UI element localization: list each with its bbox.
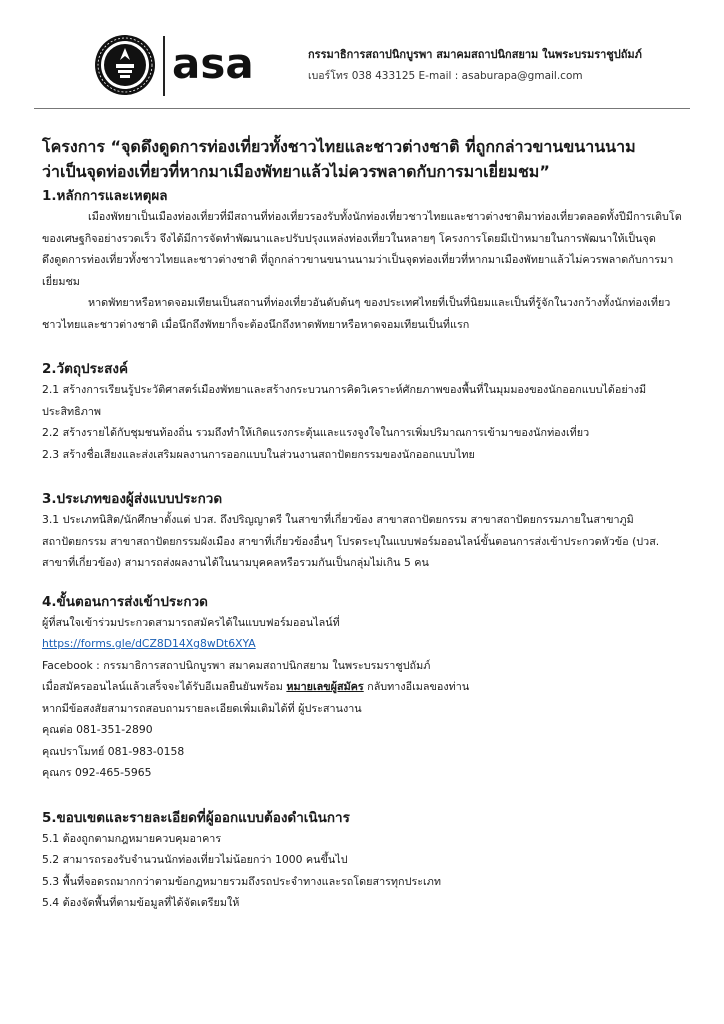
inquiry-line: หากมีข้อสงสัยสามารถสอบถามรายละเอียดเพิ่มเติมได้ที่ ผู้ประสานงาน [42,701,362,715]
coordinator-contact-1: คุณต่อ 081-351-2890 [42,723,153,736]
contact-info: เบอร์โทร 038 433125 E-mail : asaburapa@gmail.com [308,70,583,82]
letterhead [0,0,724,115]
section-5-item-2: 5.2 สามารถรองรับจำนวนนักท่องเที่ยวไม่น้อยกว่า 1000 คนขึ้นไป [42,853,348,866]
section-5-item-3: 5.3 พื้นที่จอดรถมากกว่าตามข้อกฎหมายรวมถึงรถประจำทางและรถโดยสารทุกประเภท [42,874,441,888]
section-3-item-1: 3.1 ประเภทนิสิต/นักศึกษาตั้งแต่ ปวส. ถึงปริญญาตรี ในสาขาที่เกี่ยวข้อง สาขาสถาปัตยกรรม สาขาสถาปัตยกรรมภายในสาขาภูมิสถาปัตยกรรม สาขาสถาปัตยกรรมผังเมือง สาขาที่เกี่ยวข้องอื่นๆ โปรดระบุในแบบฟอร์มออนไลน์ขั้นตอนการส่งเข้าประกวดหัวข้อ (ปวส. สาขาที่เกี่ยวข้อง) สามารถส่งผลงานได้ในนามบุคคลหรือรวมกันเป็นกลุ่มไม่เกิน 5 คน [42,513,660,569]
section-1-paragraph-2: หาดพัทยาหรือหาดจอมเทียนเป็นสถานที่ท่องเที่ยวอันดับต้นๆ ของประเทศไทยที่เป็นที่นิยมและเป็นที่รู้จักในวงกว้างทั้งนักท่องเที่ยวชาวไทยและชาวต่างชาติ เมื่อนึกถึงพัทยาก็จะต้องนึกถึงหาดพัทยาหรือหาดจอมเทียนเป็นที่แรก [42,296,671,331]
project-title [42,134,682,184]
section-5-heading: 5.ขอบเขตและรายละเอียดที่ผู้ออกแบบต้องดำเนินการ [42,809,350,826]
confirmation-text-pre: เมื่อสมัครออนไลน์แล้วเสร็จจะได้รับอีเมลยืนยันพร้อม [42,680,287,693]
section-2-item-3: 2.3 สร้างชื่อเสียงและส่งเสริมผลงานการออกแบบในส่วนงานสถาปัตยกรรมของนักออกแบบไทย [42,447,475,461]
document-body [42,134,682,914]
organization-name: กรรมาธิการสถาปนิกบูรพา สมาคมสถาปนิกสยาม ในพระบรมราชูปถัมภ์ [308,48,642,61]
section-5-item-1: 5.1 ต้องถูกตามกฎหมายควบคุมอาคาร [42,831,222,845]
section-1-paragraph-1: เมืองพัทยาเป็นเมืองท่องเที่ยวที่มีสถานที่ท่องเที่ยวรองรับทั้งนักท่องเที่ยวชาวไทยและชาวต่างชาติมาท่องเที่ยวตลอดทั้งปีมีการเติบโตของเศษฐกิจอย่างรวดเร็ว จึงได้มีการจัดทำพัฒนาและปรับปรุงแหล่งท่องเที่ยวในหลายๆ โครงการโดยมีเป้าหมายในการพัฒนาให้เป็นจุดดึงดูดการท่องเที่ยวทั้งชาวไทยและชาวต่างชาติ ที่ถูกกล่าวขานขนานนามว่าเป็นจุดท่องเที่ยวที่หากมาเมืองพัทยาแล้วไม่ควรพลาดกับการมาเยี่ยมชม [42,210,682,288]
university-seal-logo [94,34,156,96]
registration-link-line [42,633,682,655]
section-4-line-1: ผู้ที่สนใจเข้าร่วมประกวดสามารถสมัครได้ในแบบฟอร์มออนไลน์ที่ [42,615,340,629]
asa-logo [170,40,268,88]
section-3-heading: 3.ประเภทของผู้ส่งแบบประกวด [42,491,223,507]
coordinator-contact-2: คุณปราโมทย์ 081-983-0158 [42,744,185,758]
coordinator-contact-3: คุณกร 092-465-5965 [42,766,152,779]
facebook-line: Facebook : กรรมาธิการสถาปนิกบูรพา สมาคมสถาปนิกสยาม ในพระบรมราชูปถัมภ์ [42,658,431,672]
logo-divider [163,36,165,96]
confirmation-line [42,676,682,698]
registration-form-link[interactable]: https://forms.gle/dCZ8D14Xg8wDt6XYA [42,637,256,650]
title-line-2: ว่าเป็นจุดท่องเที่ยวที่หากมาเมืองพัทยาแล้วไม่ควรพลาดกับการมาเยี่ยมชม” [42,162,550,181]
applicant-number-emphasis: หมายเลขผู้สมัคร [286,680,364,693]
section-4-heading: 4.ขั้นตอนการส่งเข้าประกวด [42,593,208,610]
section-2-item-2: 2.2 สร้างรายได้กับชุมชนท้องถิ่น รวมถึงทำให้เกิดแรงกระตุ้นและแรงจูงใจในการเพิ่มปริมาณการเข้ามาของนักท่องเที่ยว [42,426,590,439]
confirmation-text-post: กลับทางอีเมลของท่าน [363,680,470,693]
section-1-heading: 1.หลักการและเหตุผล [42,188,168,204]
section-2-heading: 2.วัตถุประสงค์ [42,361,128,377]
section-2-item-1: 2.1 สร้างการเรียนรู้ประวัติศาสตร์เมืองพัทยาและสร้างกระบวนการคิดวิเคราะห์ศักยภาพของพื้นที่ในมุมมองของนักออกแบบได้อย่างมีประสิทธิภาพ [42,383,647,418]
section-5-item-4: 5.4 ต้องจัดพื้นที่ตามข้อมูลที่ได้จัดเตรียมให้ [42,896,240,909]
svg-text:asa: asa [172,40,254,88]
title-line-1: โครงการ “จุดดึงดูดการท่องเที่ยวทั้งชาวไทยและชาวต่างชาติ ที่ถูกกล่าวขานขนานนาม [42,137,636,156]
header-divider [34,108,690,109]
